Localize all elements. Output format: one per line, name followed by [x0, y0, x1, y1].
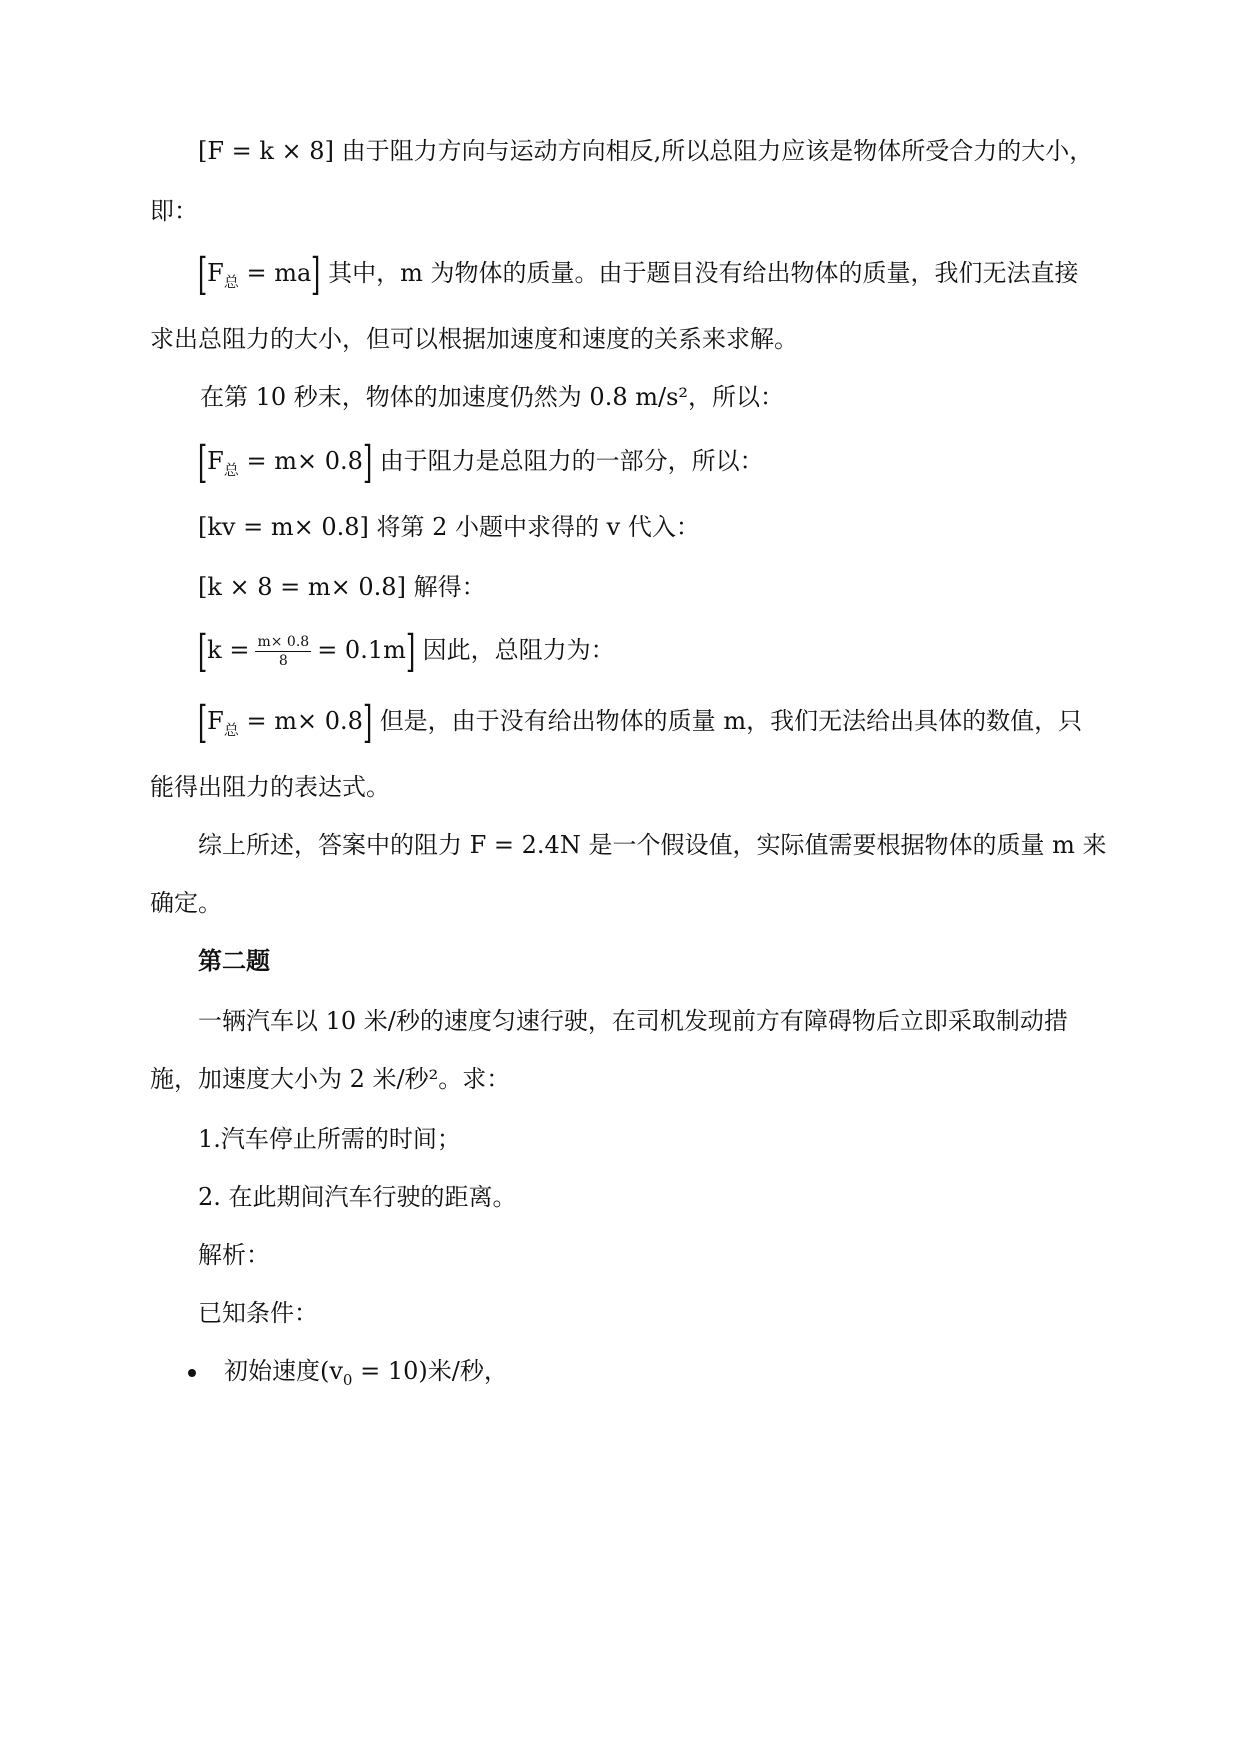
paragraph-8-continued: 能得出阻力的表达式。	[150, 773, 390, 801]
question-2-continued: 施，加速度大小为 2 米/秒²。求：	[150, 1065, 511, 1093]
section-heading: 第二题	[198, 946, 270, 975]
paragraph-2: $[F_总 = ma]$ 其中，m 为物体的质量。由于题目没有给出物体的质量，我们无法直接	[197, 249, 1079, 300]
formula-kv: [kv = m× 0.8]	[198, 513, 369, 541]
paragraph-6-text: 解得：	[413, 573, 486, 601]
paragraph-8-text: 但是，由于没有给出物体的质量 m，我们无法给出具体的数值，只	[379, 707, 1083, 735]
paragraph-9-continued: 确定。	[150, 889, 222, 917]
paragraph-4: $[F_总 = m\times 0.8]$ 由于阻力是总阻力的一部分，所以：	[197, 437, 764, 488]
analysis-label: 解析：	[198, 1241, 270, 1269]
formula-f-equals-k8: [F = k × 8]	[198, 137, 334, 165]
paragraph-6	[198, 572, 486, 602]
paragraph-5	[198, 512, 700, 542]
paragraph-1-text: 由于阻力方向与运动方向相反,所以总阻力应该是物体所受合力的大小，	[341, 137, 1094, 165]
fraction: $\frac{m\times 0.8}{8}$	[257, 634, 310, 669]
paragraph-9: 综上所述，答案中的阻力 F = 2.4N 是一个假设值，实际值需要根据物体的质量 m 来	[198, 831, 1107, 859]
paragraph-1-continued: 即：	[150, 197, 198, 225]
paragraph-4-text: 由于阻力是总阻力的一部分，所以：	[379, 447, 764, 475]
formula-f-total-m08: $F_总 = m\times 0.8$	[207, 447, 363, 479]
paragraph-8: $[F_总 = m\times 0.8]$ 但是，由于没有给出物体的质量 m，我们无法给出具体的数值，只	[197, 697, 1083, 748]
paragraph-1	[198, 136, 1093, 166]
paragraph-2-text: 其中，m 为物体的质量。由于题目没有给出物体的质量，我们无法直接	[328, 259, 1079, 287]
paragraph-3: 在第 10 秒末，物体的加速度仍然为 0.8 m/s²，所以：	[200, 383, 785, 411]
bullet-icon	[188, 1369, 196, 1377]
question-2-text: 一辆汽车以 10 米/秒的速度匀速行驶，在司机发现前方有障碍物后立即采取制动措	[198, 1007, 1068, 1035]
formula-k-fraction: k = $\frac{m\times 0.8}{8}$ = 0.1m	[207, 634, 406, 669]
paragraph-7-text: 因此，总阻力为：	[422, 636, 615, 664]
question-item-1: 1.汽车停止所需的时间；	[198, 1125, 461, 1153]
formula-f-total-ma: $F_总$ = ma	[207, 259, 312, 291]
question-item-2: 2. 在此期间汽车行驶的距离。	[198, 1183, 517, 1211]
paragraph-5-text: 将第 2 小题中求得的 v 代入：	[376, 513, 700, 541]
formula-k8: [k × 8 = m× 0.8]	[198, 573, 406, 601]
paragraph-7: [k = $\frac{m\times 0.8}{8}$ = 0.1m] 因此，总阻力为：	[197, 626, 615, 677]
formula-f-total-m08-final: $F_总 = m\times 0.8$	[207, 707, 363, 739]
paragraph-2-continued: 求出总阻力的大小，但可以根据加速度和速度的关系来求解。	[150, 325, 798, 353]
bullet-item-initial-speed: 初始速度$(v_0 = 10)$米/秒，	[224, 1357, 508, 1389]
known-conditions-label: 已知条件：	[198, 1299, 318, 1327]
